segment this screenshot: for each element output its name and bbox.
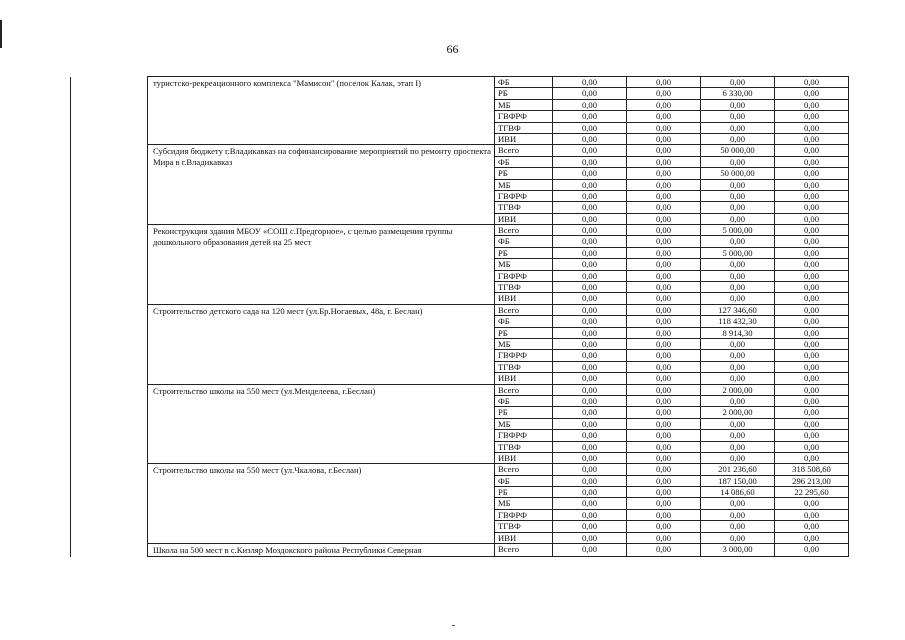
- amount-cell: 0,00: [775, 259, 849, 270]
- amount-cell: 0,00: [775, 544, 849, 557]
- empty-index-cell: [71, 145, 148, 225]
- amount-cell: 0,00: [627, 122, 701, 133]
- funding-source: ГВФРФ: [495, 270, 553, 281]
- empty-index-cell: [71, 225, 148, 305]
- funding-source: ГВФРФ: [495, 509, 553, 520]
- amount-cell: 0,00: [627, 316, 701, 327]
- amount-cell: 0,00: [553, 293, 627, 304]
- amount-cell: 0,00: [627, 282, 701, 293]
- amount-cell: 0,00: [627, 190, 701, 201]
- funding-source: Всего: [495, 464, 553, 475]
- amount-cell: 0,00: [701, 293, 775, 304]
- amount-cell: 0,00: [627, 384, 701, 395]
- amount-cell: 0,00: [553, 259, 627, 270]
- funding-source: ФБ: [495, 316, 553, 327]
- amount-cell: 0,00: [627, 361, 701, 372]
- amount-cell: 0,00: [701, 270, 775, 281]
- amount-cell: 0,00: [775, 430, 849, 441]
- amount-cell: 0,00: [701, 430, 775, 441]
- amount-cell: 0,00: [553, 122, 627, 133]
- amount-cell: 0,00: [701, 122, 775, 133]
- amount-cell: 0,00: [553, 133, 627, 144]
- amount-cell: 0,00: [775, 282, 849, 293]
- funding-source: ТГВФ: [495, 122, 553, 133]
- amount-cell: 0,00: [701, 99, 775, 110]
- amount-cell: 0,00: [775, 316, 849, 327]
- funding-source: Всего: [495, 145, 553, 156]
- amount-cell: 0,00: [627, 350, 701, 361]
- table-row: [71, 304, 849, 315]
- funding-source: ГВФРФ: [495, 190, 553, 201]
- amount-cell: 2 000,00: [701, 407, 775, 418]
- amount-cell: 0,00: [775, 179, 849, 190]
- amount-cell: 0,00: [627, 213, 701, 224]
- funding-source: ИВИ: [495, 213, 553, 224]
- amount-cell: 0,00: [553, 521, 627, 532]
- empty-index-cell: [71, 77, 148, 145]
- amount-cell: 0,00: [553, 361, 627, 372]
- activity-name: Школа на 500 мест в с.Кизляр Моздокского района Республики Северная: [148, 544, 495, 557]
- amount-cell: 296 213,00: [775, 475, 849, 486]
- funding-source: ИВИ: [495, 133, 553, 144]
- amount-cell: 0,00: [627, 407, 701, 418]
- amount-cell: 0,00: [627, 259, 701, 270]
- amount-cell: 0,00: [701, 190, 775, 201]
- amount-cell: 0,00: [775, 122, 849, 133]
- amount-cell: 0,00: [627, 327, 701, 338]
- funding-source: РБ: [495, 487, 553, 498]
- amount-cell: 0,00: [627, 395, 701, 406]
- amount-cell: 0,00: [553, 213, 627, 224]
- table-row: [71, 225, 849, 236]
- amount-cell: 0,00: [775, 418, 849, 429]
- amount-cell: 0,00: [775, 532, 849, 543]
- amount-cell: 0,00: [701, 350, 775, 361]
- table-row: [71, 384, 849, 395]
- funding-source: МБ: [495, 259, 553, 270]
- amount-cell: 0,00: [775, 202, 849, 213]
- amount-cell: 0,00: [553, 270, 627, 281]
- empty-index-cell: [71, 464, 148, 544]
- amount-cell: 0,00: [775, 384, 849, 395]
- funding-source: МБ: [495, 418, 553, 429]
- amount-cell: 118 432,30: [701, 316, 775, 327]
- amount-cell: 0,00: [701, 338, 775, 349]
- amount-cell: 0,00: [701, 498, 775, 509]
- amount-cell: 0,00: [775, 88, 849, 99]
- amount-cell: 6 330,00: [701, 88, 775, 99]
- amount-cell: 0,00: [627, 168, 701, 179]
- funding-source: МБ: [495, 498, 553, 509]
- amount-cell: 0,00: [775, 327, 849, 338]
- funding-source: ГВФРФ: [495, 111, 553, 122]
- amount-cell: 22 295,60: [775, 487, 849, 498]
- empty-index-cell: [71, 384, 148, 464]
- funding-source: ФБ: [495, 475, 553, 486]
- funding-source: ТГВФ: [495, 441, 553, 452]
- table-row: [71, 544, 849, 557]
- amount-cell: 0,00: [553, 327, 627, 338]
- funding-source: МБ: [495, 179, 553, 190]
- amount-cell: 0,00: [627, 544, 701, 557]
- amount-cell: 50 000,00: [701, 168, 775, 179]
- amount-cell: 0,00: [775, 361, 849, 372]
- funding-source: РБ: [495, 88, 553, 99]
- amount-cell: 0,00: [553, 384, 627, 395]
- amount-cell: 0,00: [553, 179, 627, 190]
- amount-cell: 0,00: [775, 133, 849, 144]
- amount-cell: 0,00: [701, 111, 775, 122]
- funding-source: ФБ: [495, 77, 553, 88]
- amount-cell: 0,00: [627, 77, 701, 88]
- amount-cell: 0,00: [775, 350, 849, 361]
- funding-source: РБ: [495, 168, 553, 179]
- amount-cell: 0,00: [775, 190, 849, 201]
- amount-cell: 0,00: [553, 77, 627, 88]
- amount-cell: 0,00: [627, 338, 701, 349]
- amount-cell: 0,00: [701, 532, 775, 543]
- amount-cell: 0,00: [701, 282, 775, 293]
- amount-cell: 318 508,60: [775, 464, 849, 475]
- amount-cell: 0,00: [701, 373, 775, 384]
- amount-cell: 0,00: [553, 88, 627, 99]
- amount-cell: 0,00: [775, 304, 849, 315]
- amount-cell: 0,00: [775, 99, 849, 110]
- amount-cell: 0,00: [775, 395, 849, 406]
- funding-source: ТГВФ: [495, 521, 553, 532]
- amount-cell: 0,00: [775, 441, 849, 452]
- amount-cell: 0,00: [627, 88, 701, 99]
- table-row: [71, 464, 849, 475]
- amount-cell: 0,00: [627, 464, 701, 475]
- funding-source: Всего: [495, 225, 553, 236]
- amount-cell: 0,00: [553, 418, 627, 429]
- amount-cell: 0,00: [553, 475, 627, 486]
- amount-cell: 0,00: [627, 441, 701, 452]
- funding-source: РБ: [495, 327, 553, 338]
- amount-cell: 0,00: [775, 77, 849, 88]
- amount-cell: 0,00: [627, 99, 701, 110]
- amount-cell: 0,00: [627, 498, 701, 509]
- amount-cell: 0,00: [775, 236, 849, 247]
- amount-cell: 0,00: [775, 225, 849, 236]
- funding-source: ФБ: [495, 156, 553, 167]
- amount-cell: 0,00: [775, 373, 849, 384]
- funding-source: ТГВФ: [495, 202, 553, 213]
- amount-cell: 0,00: [775, 509, 849, 520]
- amount-cell: 0,00: [627, 304, 701, 315]
- funding-source: ИВИ: [495, 373, 553, 384]
- amount-cell: 2 000,00: [701, 384, 775, 395]
- funding-source: РБ: [495, 247, 553, 258]
- amount-cell: 0,00: [627, 487, 701, 498]
- funding-source: ФБ: [495, 236, 553, 247]
- amount-cell: 8 914,30: [701, 327, 775, 338]
- amount-cell: 0,00: [553, 532, 627, 543]
- empty-index-cell: [71, 304, 148, 384]
- amount-cell: 0,00: [627, 270, 701, 281]
- amount-cell: 14 086,60: [701, 487, 775, 498]
- amount-cell: 0,00: [627, 179, 701, 190]
- amount-cell: 0,00: [627, 145, 701, 156]
- activity-name: Реконструкция здания МБОУ «СОШ с.Предгорное», с целью размещения группы дошкольного образования детей на 25 мест: [148, 225, 495, 305]
- amount-cell: 0,00: [627, 225, 701, 236]
- activity-name: туристско-рекреационного комплекса "Мамисон" (поселок Калак, этап I): [148, 77, 495, 145]
- amount-cell: 0,00: [553, 544, 627, 557]
- amount-cell: 0,00: [553, 156, 627, 167]
- funding-source: ИВИ: [495, 452, 553, 463]
- amount-cell: 0,00: [627, 202, 701, 213]
- funding-source: ФБ: [495, 395, 553, 406]
- amount-cell: 187 150,00: [701, 475, 775, 486]
- amount-cell: 0,00: [775, 270, 849, 281]
- amount-cell: 0,00: [627, 293, 701, 304]
- amount-cell: 0,00: [701, 213, 775, 224]
- amount-cell: 0,00: [627, 532, 701, 543]
- amount-cell: 0,00: [701, 521, 775, 532]
- amount-cell: 0,00: [775, 293, 849, 304]
- amount-cell: 0,00: [701, 156, 775, 167]
- amount-cell: 5 000,00: [701, 247, 775, 258]
- amount-cell: 0,00: [553, 452, 627, 463]
- budget-table: [70, 76, 849, 557]
- amount-cell: 0,00: [701, 202, 775, 213]
- funding-source: ИВИ: [495, 532, 553, 543]
- amount-cell: 0,00: [701, 441, 775, 452]
- funding-source: ТГВФ: [495, 282, 553, 293]
- amount-cell: 0,00: [775, 111, 849, 122]
- amount-cell: 0,00: [775, 521, 849, 532]
- amount-cell: 0,00: [701, 361, 775, 372]
- amount-cell: 0,00: [553, 373, 627, 384]
- amount-cell: 0,00: [553, 225, 627, 236]
- amount-cell: 0,00: [701, 259, 775, 270]
- empty-index-cell: [71, 544, 148, 557]
- amount-cell: 5 000,00: [701, 225, 775, 236]
- amount-cell: 201 236,60: [701, 464, 775, 475]
- amount-cell: 0,00: [553, 430, 627, 441]
- amount-cell: 0,00: [701, 509, 775, 520]
- amount-cell: 0,00: [775, 168, 849, 179]
- amount-cell: 0,00: [553, 282, 627, 293]
- table-row: [71, 145, 849, 156]
- amount-cell: 0,00: [627, 111, 701, 122]
- amount-cell: 0,00: [775, 156, 849, 167]
- amount-cell: 0,00: [553, 304, 627, 315]
- activity-name: Строительство школы на 550 мест (ул.Чкалова, г.Беслан): [148, 464, 495, 544]
- activity-name: Субсидия бюджету г.Владикавказ на софинансирование мероприятий по ремонту проспекта Мира в г.Владикавказ: [148, 145, 495, 225]
- amount-cell: 0,00: [701, 77, 775, 88]
- amount-cell: 0,00: [775, 407, 849, 418]
- amount-cell: 0,00: [627, 452, 701, 463]
- amount-cell: 0,00: [701, 133, 775, 144]
- amount-cell: 0,00: [775, 213, 849, 224]
- amount-cell: 0,00: [553, 145, 627, 156]
- funding-source: Всего: [495, 384, 553, 395]
- amount-cell: 0,00: [553, 316, 627, 327]
- amount-cell: 0,00: [627, 373, 701, 384]
- amount-cell: 0,00: [775, 498, 849, 509]
- amount-cell: 0,00: [553, 111, 627, 122]
- amount-cell: 0,00: [627, 247, 701, 258]
- amount-cell: 0,00: [627, 156, 701, 167]
- amount-cell: 127 346,60: [701, 304, 775, 315]
- amount-cell: 0,00: [775, 145, 849, 156]
- amount-cell: 0,00: [553, 99, 627, 110]
- amount-cell: 0,00: [553, 247, 627, 258]
- amount-cell: 0,00: [627, 133, 701, 144]
- amount-cell: 0,00: [775, 338, 849, 349]
- funding-source: Всего: [495, 304, 553, 315]
- amount-cell: 50 000,00: [701, 145, 775, 156]
- amount-cell: 0,00: [553, 441, 627, 452]
- amount-cell: 0,00: [553, 464, 627, 475]
- amount-cell: 0,00: [627, 521, 701, 532]
- amount-cell: 0,00: [553, 236, 627, 247]
- amount-cell: 0,00: [701, 236, 775, 247]
- amount-cell: 0,00: [775, 247, 849, 258]
- activity-name: Строительство детского сада на 120 мест (ул.Бр.Ногаевых, 48а, г. Беслан): [148, 304, 495, 384]
- funding-source: ТГВФ: [495, 361, 553, 372]
- funding-source: ГВФРФ: [495, 350, 553, 361]
- amount-cell: 0,00: [701, 179, 775, 190]
- amount-cell: 0,00: [627, 475, 701, 486]
- amount-cell: 0,00: [553, 498, 627, 509]
- amount-cell: 0,00: [553, 338, 627, 349]
- amount-cell: 0,00: [553, 202, 627, 213]
- amount-cell: 0,00: [627, 509, 701, 520]
- amount-cell: 0,00: [553, 350, 627, 361]
- funding-source: Всего: [495, 544, 553, 557]
- amount-cell: 0,00: [701, 452, 775, 463]
- funding-source: ГВФРФ: [495, 430, 553, 441]
- amount-cell: 0,00: [553, 509, 627, 520]
- amount-cell: 0,00: [627, 236, 701, 247]
- activity-name: Строительство школы на 550 мест (ул.Менделеева, г.Беслан): [148, 384, 495, 464]
- amount-cell: 0,00: [553, 407, 627, 418]
- amount-cell: 0,00: [627, 418, 701, 429]
- page-number: 66: [446, 42, 459, 56]
- table-row: [71, 77, 849, 88]
- funding-source: ИВИ: [495, 293, 553, 304]
- funding-source: МБ: [495, 99, 553, 110]
- amount-cell: 0,00: [701, 395, 775, 406]
- amount-cell: 0,00: [627, 430, 701, 441]
- scan-dot: [452, 625, 455, 626]
- amount-cell: 0,00: [553, 168, 627, 179]
- amount-cell: 0,00: [553, 190, 627, 201]
- amount-cell: 3 000,00: [701, 544, 775, 557]
- amount-cell: 0,00: [701, 418, 775, 429]
- funding-source: РБ: [495, 407, 553, 418]
- funding-source: МБ: [495, 338, 553, 349]
- amount-cell: 0,00: [553, 487, 627, 498]
- amount-cell: 0,00: [553, 395, 627, 406]
- amount-cell: 0,00: [775, 452, 849, 463]
